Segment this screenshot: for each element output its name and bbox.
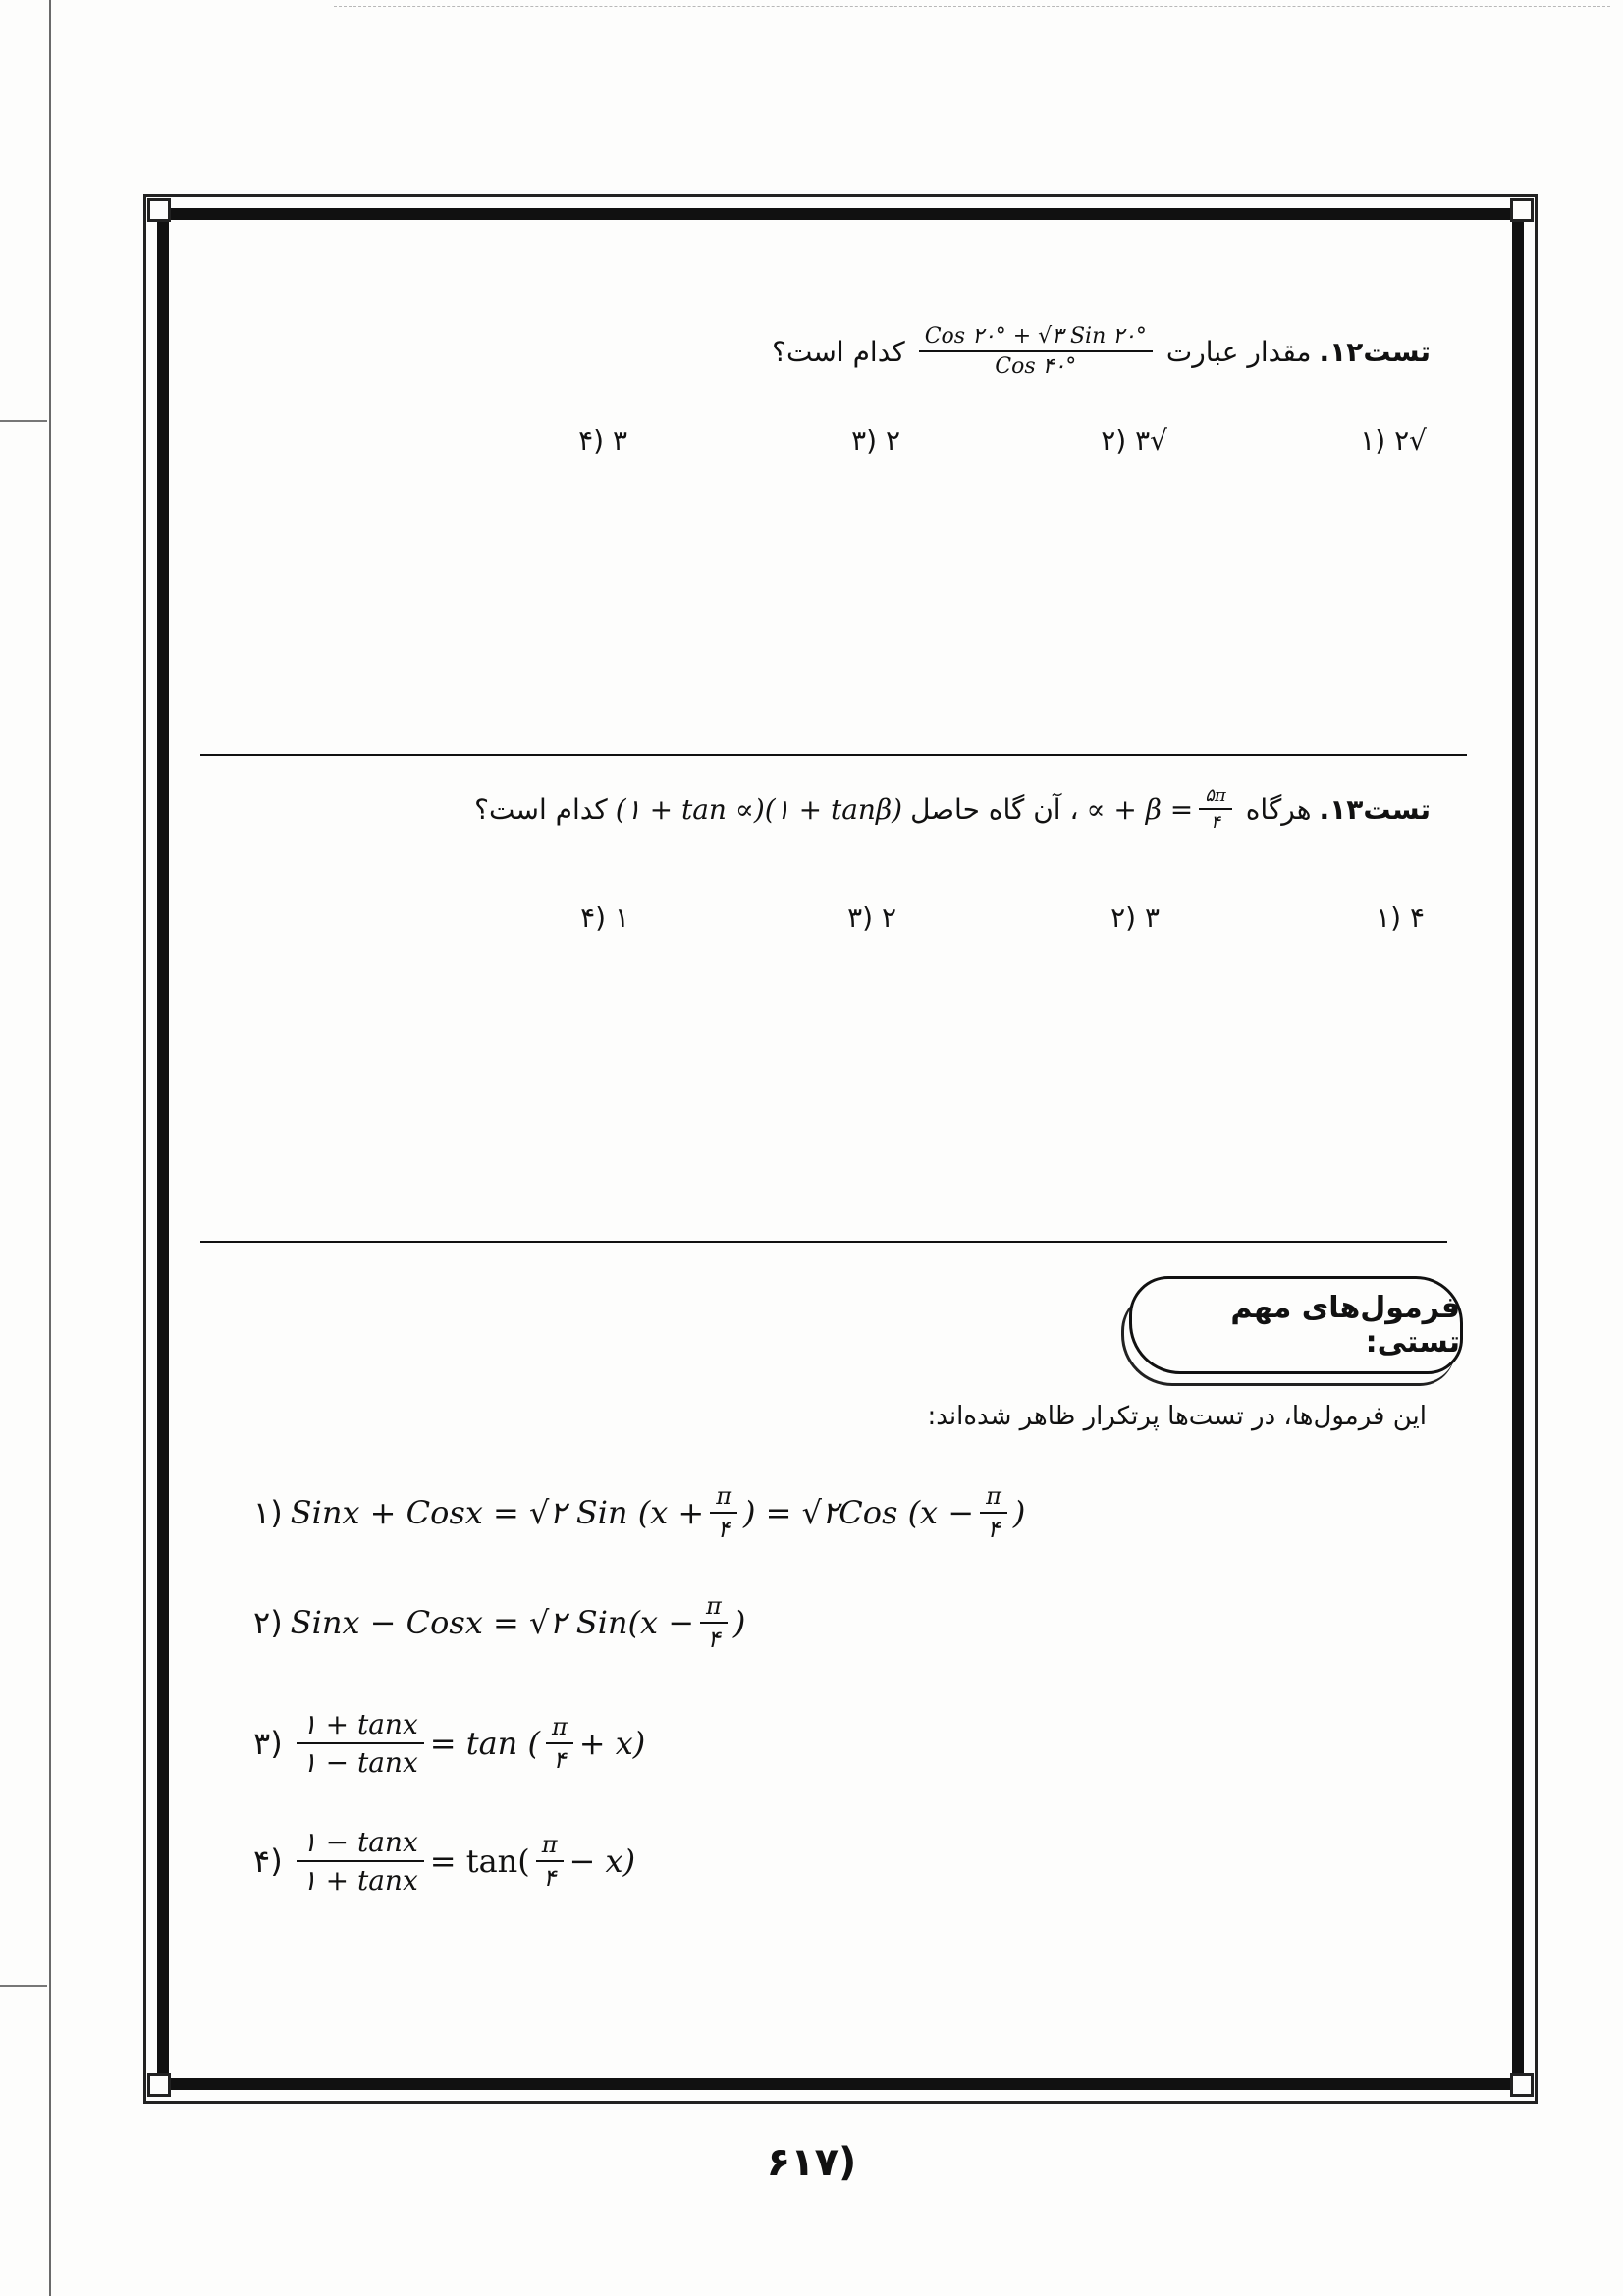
question-12-denominator: Cos ۴۰°: [995, 354, 1077, 379]
formula-4-frac: [536, 1831, 564, 1892]
formula-1-frac-a-den: ۴: [717, 1516, 730, 1543]
formula-4-eq: = tan(: [429, 1842, 530, 1880]
question-12-option-2[interactable]: √۳ (۲: [1101, 424, 1167, 456]
question-12: [772, 324, 1431, 379]
scan-edge-line: [49, 0, 51, 2296]
formula-2-frac-den: ۴: [707, 1626, 721, 1653]
question-13-middle: ، آن گاه حاصل: [910, 792, 1079, 826]
page-number: ۶۱۷): [766, 2140, 857, 2185]
question-12-title: تست۱۲.: [1319, 335, 1431, 368]
question-13-expression: (۱ + tan ∝)(۱ + tanβ): [615, 792, 903, 826]
frame-corner: [147, 2073, 171, 2097]
question-13-condition-fraction: [1199, 785, 1232, 832]
question-12-suffix: کدام است؟: [772, 335, 905, 368]
formula-3-numerator: ۱ + tanx: [297, 1708, 424, 1744]
formula-3: [253, 1708, 645, 1779]
formula-1-end: ): [1012, 1494, 1026, 1531]
formula-3-lhs-fraction: [297, 1708, 424, 1779]
formula-2-end: ): [732, 1604, 746, 1641]
frame-corner: [147, 198, 171, 222]
question-13-condition-lhs: ∝ + β =: [1086, 792, 1194, 826]
question-13-option-3[interactable]: ۲ (۳: [847, 901, 896, 934]
scan-tick: [0, 1985, 47, 1987]
formula-4-index: ۴): [253, 1842, 283, 1880]
question-13-suffix: کدام است؟: [474, 792, 608, 826]
scan-top-line: [334, 6, 1610, 8]
formula-2-frac-num: π: [700, 1592, 728, 1624]
formula-1: [253, 1482, 1025, 1543]
formula-4-frac-num: π: [536, 1831, 564, 1862]
formula-1-mid: ) = √۲Cos (x −: [743, 1494, 975, 1531]
formula-3-frac-num: π: [546, 1713, 573, 1744]
formulas-intro: این فرمول‌ها، در تست‌ها پرتکرار ظاهر شده‌اند:: [927, 1402, 1427, 1431]
question-13-title: تست۱۳.: [1319, 792, 1431, 826]
formula-4-denominator: ۱ + tanx: [301, 1864, 418, 1896]
question-13-prefix: هرگاه: [1245, 792, 1312, 826]
formula-1-frac-b: [980, 1482, 1007, 1543]
formula-4-frac-den: ۴: [543, 1864, 557, 1892]
formula-2-lhs: Sinx − Cosx = √۲ Sin(x −: [290, 1604, 695, 1641]
formula-3-end: + x): [578, 1725, 646, 1762]
question-12-numerator: Cos ۲۰° + √۳ Sin ۲۰°: [919, 324, 1153, 352]
question-13-condition-num: ۵π: [1199, 785, 1232, 810]
formula-1-frac-b-den: ۴: [987, 1516, 1001, 1543]
formula-1-index: ۱): [253, 1494, 283, 1531]
page-frame-inner: [157, 208, 1524, 2090]
formula-1-lhs: Sinx + Cosx = √۲ Sin (x +: [290, 1494, 705, 1531]
question-13-condition: [1087, 785, 1238, 832]
question-13-condition-den: ۴: [1211, 812, 1220, 832]
question-12-option-3[interactable]: ۲ (۳: [851, 424, 900, 456]
formula-4-numerator: ۱ − tanx: [297, 1826, 424, 1862]
frame-corner: [1510, 2073, 1534, 2097]
question-13-option-4[interactable]: ۱ (۴: [580, 901, 629, 934]
formula-2: [253, 1592, 745, 1653]
formula-3-frac: [546, 1713, 573, 1774]
question-13-option-2[interactable]: ۳ (۲: [1110, 901, 1160, 934]
formula-4-lhs-fraction: [297, 1826, 424, 1896]
question-13: [474, 785, 1431, 832]
scan-tick: [0, 420, 47, 422]
section-divider: [200, 1241, 1447, 1243]
question-13-option-1[interactable]: ۴ (۱: [1376, 901, 1425, 934]
formula-1-frac-a-num: π: [710, 1482, 737, 1514]
question-12-fraction: [919, 324, 1153, 379]
question-12-prefix: مقدار عبارت: [1165, 335, 1312, 368]
formula-3-index: ۳): [253, 1725, 283, 1762]
formula-2-frac: [700, 1592, 728, 1653]
formula-4-end: − x): [568, 1842, 636, 1880]
formula-1-frac-b-num: π: [980, 1482, 1007, 1514]
formula-2-index: ۲): [253, 1604, 283, 1641]
section-divider: [200, 754, 1467, 756]
formula-4: [253, 1826, 635, 1896]
formula-1-frac-a: [710, 1482, 737, 1543]
important-formulas-badge: فرمول‌های مهم تستی:: [1129, 1276, 1463, 1374]
question-12-option-1[interactable]: √۲ (۱: [1360, 424, 1427, 456]
formula-3-eq: = tan (: [429, 1725, 540, 1762]
frame-corner: [1510, 198, 1534, 222]
formula-3-frac-den: ۴: [553, 1746, 567, 1774]
formula-3-denominator: ۱ − tanx: [301, 1746, 418, 1779]
question-12-option-4[interactable]: ۳ (۴: [578, 424, 627, 456]
